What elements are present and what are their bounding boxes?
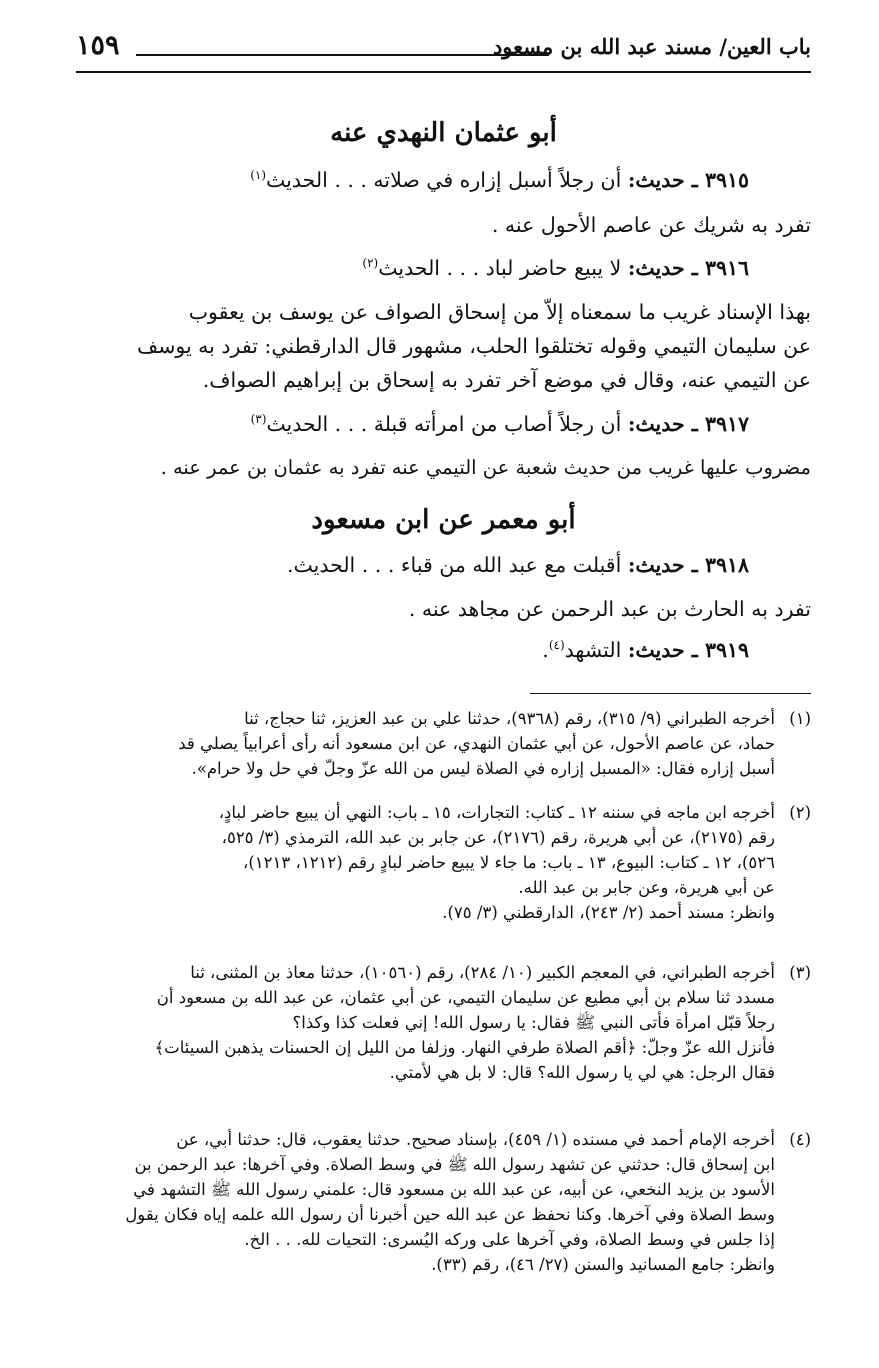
section-heading: أبو معمر عن ابن مسعود bbox=[311, 505, 576, 535]
running-header bbox=[76, 30, 811, 70]
footnote-line: أخرجه الطبراني، في المعجم الكبير (١٠/ ٢٨٤)، رقم (١٠٥٦٠)، حدثنا معاذ بن المثنى، ثنا bbox=[190, 963, 775, 982]
footnote-1 bbox=[76, 706, 811, 781]
chapter-title: باب العين/ مسند عبد الله بن مسعود bbox=[492, 34, 811, 59]
footnote-line: أخرجه الطبراني (٩/ ٣١٥)، رقم (٩٣٦٨)، حدثنا علي بن عبد العزيز، ثنا حجاج، ثنا bbox=[244, 709, 775, 728]
hadith-label: ٣٩١٨ ـ حديث: bbox=[627, 553, 749, 577]
hadith-text: لا يبيع حاضر لباد . . . الحديث bbox=[378, 256, 622, 280]
hadith-3915 bbox=[250, 168, 749, 192]
hadith-label: ٣٩١٥ ـ حديث: bbox=[627, 168, 749, 192]
footnote-separator bbox=[530, 693, 811, 694]
hadith-label: ٣٩١٦ ـ حديث: bbox=[627, 256, 749, 280]
footnote-line: مسدد ثنا سلام بن أبي مطيع عن سليمان التيمي، عن أبي عثمان، عن عبد الله بن مسعود أن bbox=[156, 988, 775, 1007]
hadith-text: أن رجلاً أصاب من امرأته قبلة . . . الحديث bbox=[266, 412, 622, 436]
footnote-line: وانظر: جامع المسانيد والسنن (٢٧/ ٤٦)، رقم (٣٣). bbox=[431, 1255, 775, 1274]
footnote-line: فقال الرجل: هي لي يا رسول الله؟ قال: لا بل هي لأمتي. bbox=[389, 1063, 775, 1082]
footnote-line: رجلاً قبّل امرأة فأتى النبي ﷺ فقال: يا رسول الله! إني فعلت كذا وكذا؟ bbox=[292, 1013, 775, 1032]
footnote-line: ابن إسحاق قال: حدثني عن تشهد رسول الله ﷺ في وسط الصلاة. وفي آخرها: عبد الرحمن بن bbox=[134, 1155, 775, 1174]
footnote-line: عن أبي هريرة، وعن جابر بن عبد الله. bbox=[518, 878, 775, 897]
paragraph-line: عن سليمان التيمي وقوله تختلقوا الحلب، مشهور قال الدارقطني: تفرد به يوسف bbox=[136, 334, 811, 358]
footnote-number: (٣) bbox=[789, 963, 811, 982]
footnote-line: إذا جلس في وسط الصلاة، وفي آخرها على وركه اليُسرى: التحيات لله. . . الخ. bbox=[244, 1230, 775, 1249]
header-divider bbox=[76, 71, 811, 73]
hadith-text: التشهد bbox=[564, 638, 622, 662]
paragraph-line: عن التيمي عنه، وقال في موضع آخر تفرد به إسحاق بن إبراهيم الصواف. bbox=[202, 368, 811, 392]
page-number: ١٥٩ bbox=[76, 30, 120, 61]
hadith-note: مضروب عليها غريب من حديث شعبة عن التيمي عنه تفرد به عثمان بن عمر عنه . bbox=[160, 456, 811, 479]
footnote-number: (١) bbox=[789, 709, 811, 728]
footnote-line: فأنزل الله عزّ وجلّ: ﴿أقم الصلاة طرفي النهار. وزلفا من الليل إن الحسنات يذهبن السيئات﴾ bbox=[154, 1038, 775, 1057]
hadith-3919: ٣٩١٩ ـ حديث: التشهد$^{(٤)}$. bbox=[542, 638, 749, 662]
footnote-ref: (٤) bbox=[548, 638, 565, 653]
footnote-3 bbox=[76, 960, 811, 1085]
footnote-ref: (٢) bbox=[362, 256, 379, 271]
hadith-3917 bbox=[251, 412, 749, 436]
footnote-line: ٥٢٦)، ١٢ ـ كتاب: البيوع، ١٣ ـ باب: ما جاء لا يبيع حاضر لبادٍ رقم (١٢١٢، ١٢١٣)، bbox=[243, 853, 775, 872]
footnote-ref: (١) bbox=[250, 168, 267, 183]
footnote-line: رقم (٢١٧٥)، عن أبي هريرة، رقم (٢١٧٦)، عن جابر بن عبد الله، الترمذي (٣/ ٥٢٥، bbox=[221, 828, 775, 847]
paragraph-line: بهذا الإسناد غريب ما سمعناه إلاّ من إسحاق الصواف عن يوسف بن يعقوب bbox=[188, 300, 811, 324]
section-heading: أبو عثمان النهدي عنه bbox=[330, 118, 557, 148]
hadith-note: تفرد به شريك عن عاصم الأحول عنه . bbox=[491, 213, 811, 237]
hadith-text: أن رجلاً أسبل إزاره في صلاته . . . الحديث bbox=[266, 168, 622, 192]
footnote-2 bbox=[76, 800, 811, 925]
hadith-text: أقبلت مع عبد الله من قباء . . . الحديث. bbox=[286, 553, 622, 577]
footnote-line: وسط الصلاة وفي آخرها. وكنا نحفظ عن عبد الله حين أخبرنا أن رسول الله علمه إياه فكان يقول bbox=[125, 1205, 775, 1224]
header-dotted-line bbox=[136, 54, 549, 56]
commentary-paragraph bbox=[68, 295, 811, 397]
hadith-3916 bbox=[362, 256, 749, 280]
footnote-line: أخرجه الإمام أحمد في مسنده (١/ ٤٥٩)، بإسناد صحيح. حدثنا يعقوب، قال: حدثنا أبي، عن bbox=[176, 1130, 775, 1149]
hadith-label: ٣٩١٩ ـ حديث: bbox=[627, 638, 749, 662]
footnote-line: وانظر: مسند أحمد (٢/ ٢٤٣)، الدارقطني (٣/ ٧٥). bbox=[442, 903, 775, 922]
footnote-line: أسبل إزاره فقال: «المسبل إزاره في الصلاة ليس من الله عزّ وجلّ في حل ولا حرام». bbox=[191, 759, 775, 778]
hadith-note: تفرد به الحارث بن عبد الرحمن عن مجاهد عنه . bbox=[408, 597, 811, 621]
footnote-line: حماد، عن عاصم الأحول، عن أبي عثمان النهدي، عن ابن مسعود أنه رأى أعرابياً يصلي قد bbox=[178, 734, 775, 753]
footnote-line: الأسود بن يزيد النخعي، عن أبيه، عن عبد الله بن مسعود قال: علمني رسول الله ﷺ التشهد في bbox=[133, 1180, 775, 1199]
footnote-number: (٤) bbox=[789, 1130, 811, 1149]
footnote-4 bbox=[76, 1127, 811, 1277]
footnote-line: أخرجه ابن ماجه في سننه ١٢ ـ كتاب: التجارات، ١٥ ـ باب: النهي أن يبيع حاضر لبادٍ، bbox=[218, 803, 775, 822]
hadith-label: ٣٩١٧ ـ حديث: bbox=[627, 412, 749, 436]
footnote-ref: (٣) bbox=[250, 412, 267, 427]
hadith-3918 bbox=[287, 553, 749, 577]
footnote-number: (٢) bbox=[789, 803, 811, 822]
